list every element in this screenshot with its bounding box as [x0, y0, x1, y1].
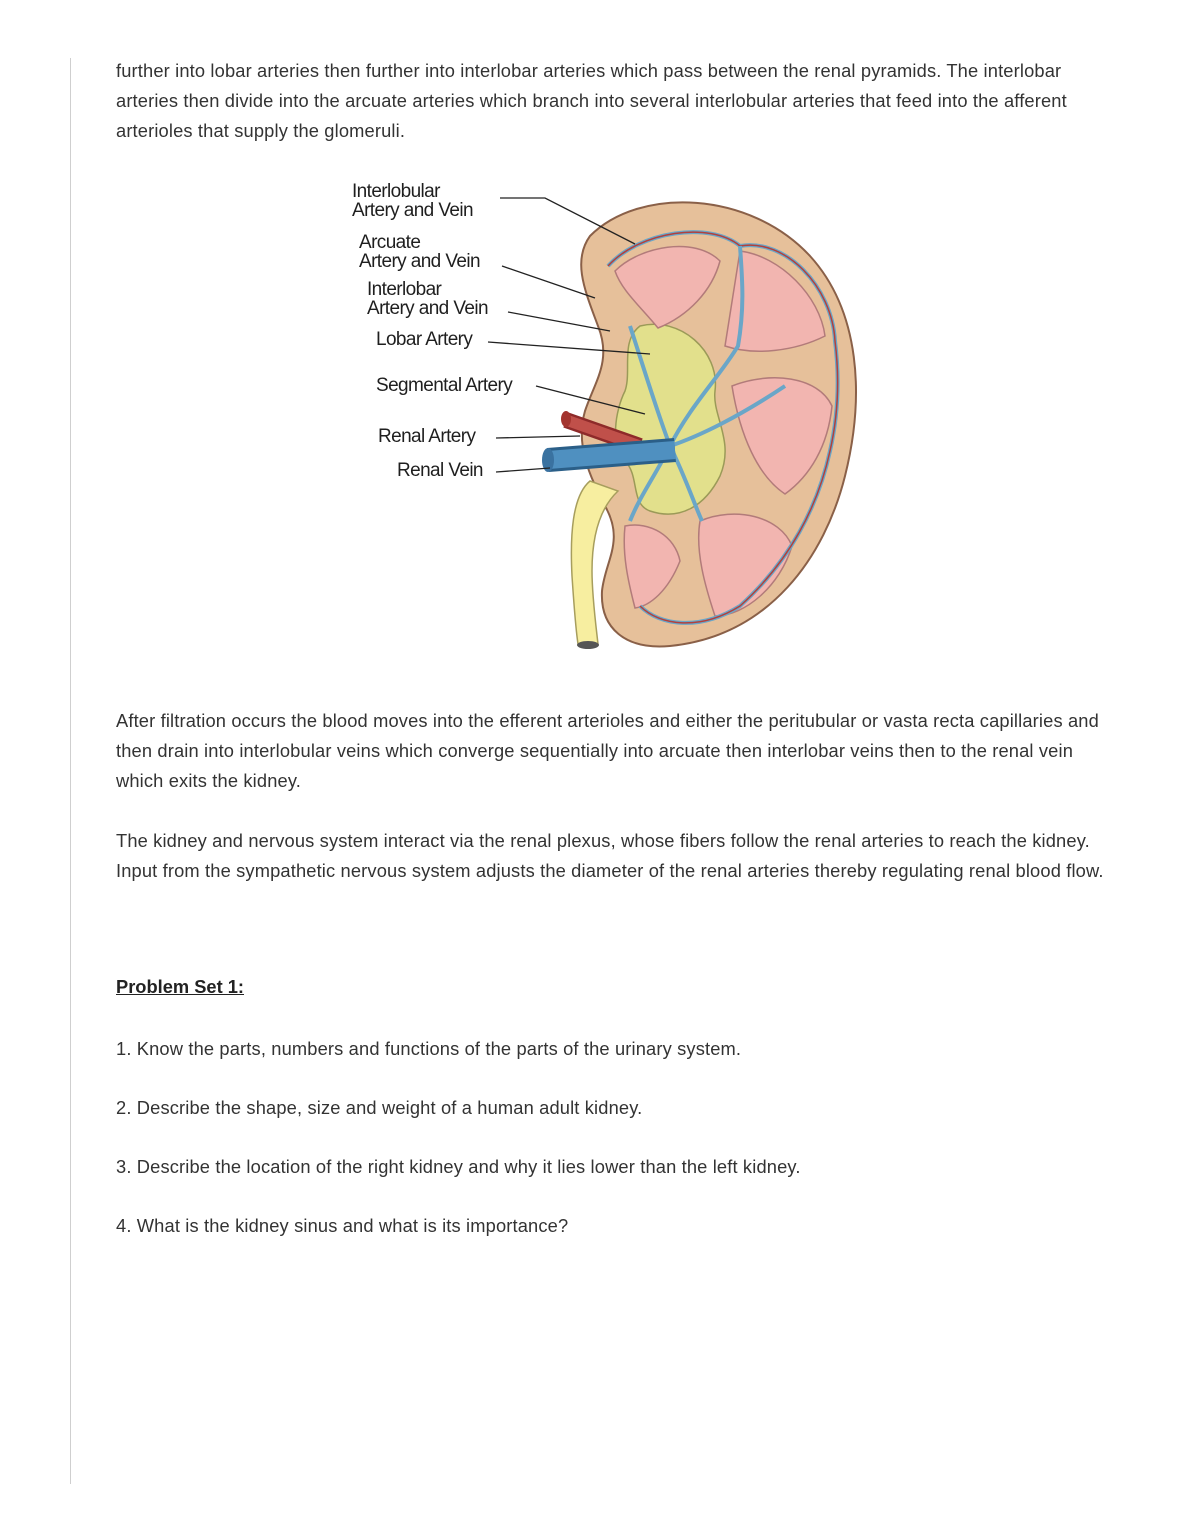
- leader-line: [496, 436, 580, 438]
- label-arcuate-sub: Artery and Vein: [359, 251, 480, 272]
- label-renal-artery: Renal Artery: [378, 426, 476, 447]
- question-item: 2. Describe the shape, size and weight of a human adult kidney.: [116, 1097, 643, 1118]
- page-margin-rule: [70, 58, 71, 1484]
- renal-vein: [548, 450, 675, 460]
- problem-set-heading: Problem Set 1:: [116, 976, 245, 997]
- renal-artery-cut: [561, 411, 571, 427]
- ureter-opening: [577, 641, 599, 649]
- label-interlobular-sub: Artery and Vein: [352, 200, 473, 221]
- label-lobar-artery: Lobar Artery: [376, 329, 473, 350]
- paragraph-nervous-system: The kidney and nervous system interact via the renal plexus, whose fibers follow the renal arteries to reach the kidney. Input from the sympathetic nervous system adjusts the diameter of the renal arteries thereby regulating renal blood flow.: [116, 830, 1104, 881]
- question-item: 3. Describe the location of the right kidney and why it lies lower than the left kidney.: [116, 1156, 801, 1177]
- paragraph-filtration: After filtration occurs the blood moves into the efferent arterioles and either the peritubular or vasta recta capillaries and then drain into interlobular veins which converge sequentially into arcuate then interlobar veins then to the renal vein which exits the kidney.: [116, 710, 1099, 791]
- leader-line: [496, 468, 550, 472]
- label-interlobular: Interlobular: [352, 181, 440, 202]
- label-renal-vein: Renal Vein: [397, 460, 483, 481]
- kidney-illustration: [340, 176, 880, 656]
- label-interlobar: Interlobar: [367, 279, 442, 300]
- label-interlobar-sub: Artery and Vein: [367, 298, 488, 319]
- paragraph-arteries: further into lobar arteries then further into interlobar arteries which pass between the renal pyramids. The interlobar arteries then divide into the arcuate arteries which branch into several interlobular arteries that feed into the afferent arterioles that supply the glomeruli.: [116, 60, 1067, 141]
- kidney-blood-supply-figure: [340, 176, 880, 656]
- question-item: 4. What is the kidney sinus and what is its importance?: [116, 1215, 569, 1236]
- label-segmental-artery: Segmental Artery: [376, 375, 513, 396]
- label-arcuate: Arcuate: [359, 232, 421, 253]
- question-item: 1. Know the parts, numbers and functions of the parts of the urinary system.: [116, 1038, 742, 1059]
